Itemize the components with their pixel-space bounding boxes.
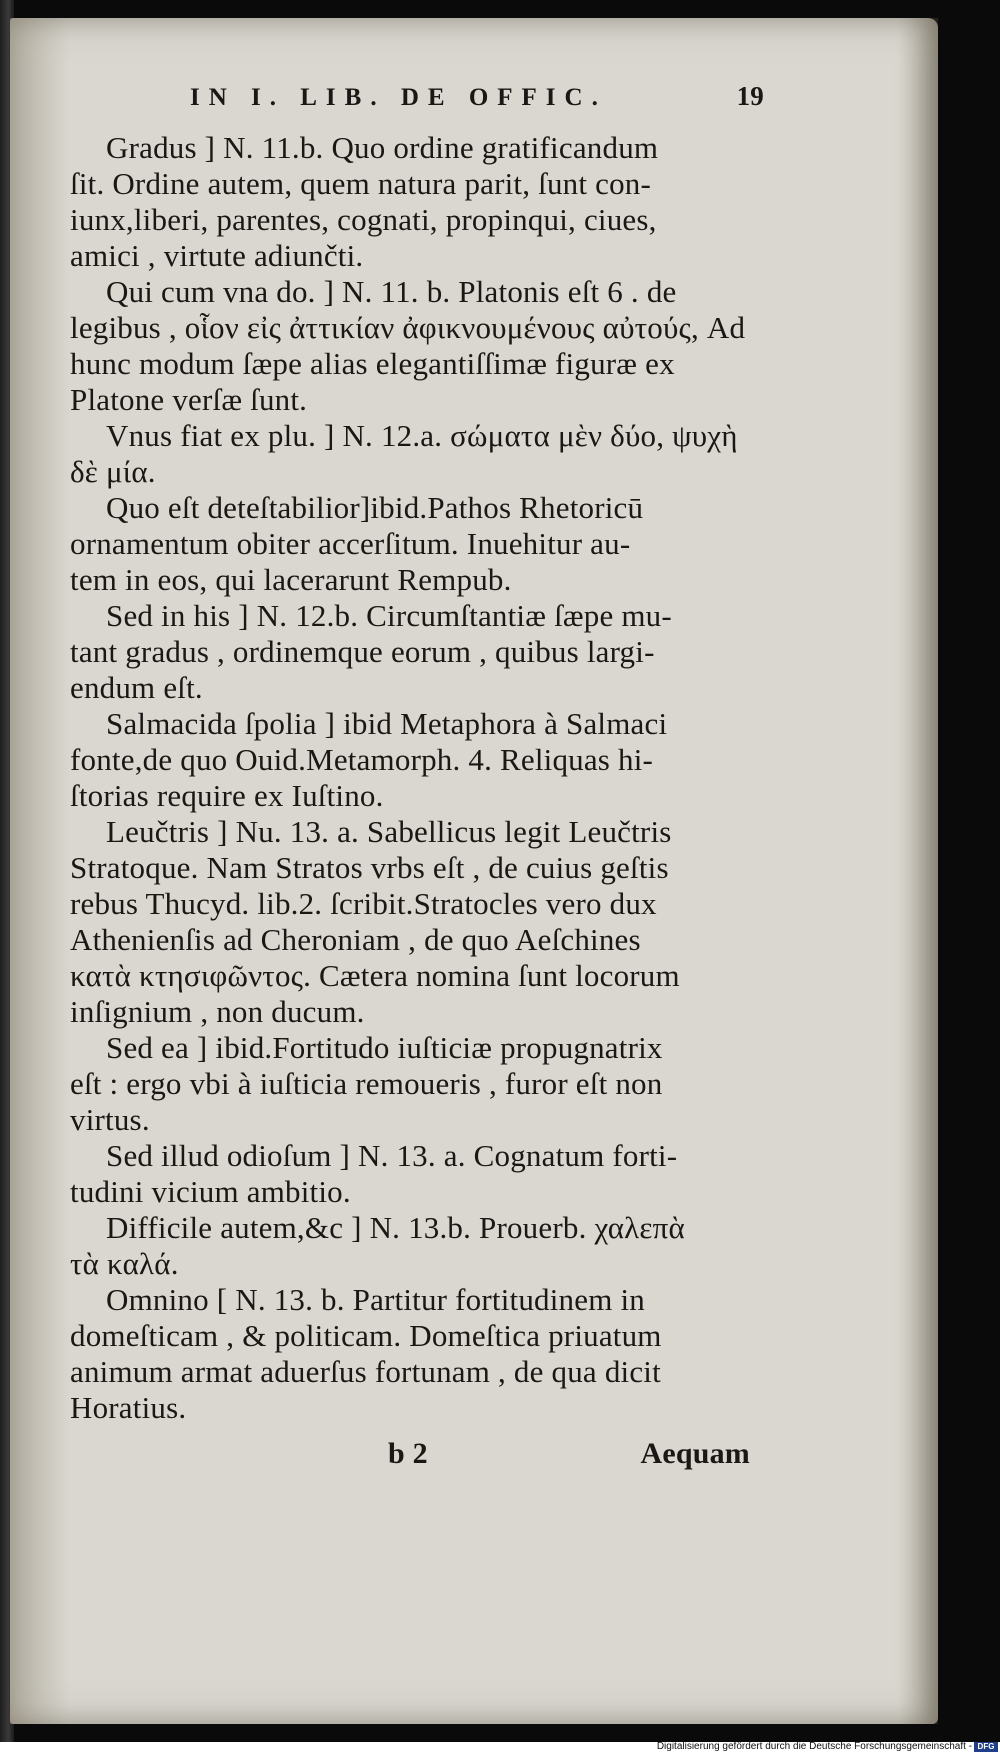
- paragraph: [70, 418, 770, 490]
- paragraph: [70, 490, 770, 598]
- text-line: rebus Thucyd. lib.2. ſcribit.Stratocles vero dux: [70, 886, 657, 921]
- dfg-logo: DFG: [974, 1742, 998, 1752]
- paragraph: [70, 706, 770, 814]
- text-line: Sed ea ] ibid.Fortitudo iuſticiæ propugnatrix: [106, 1030, 663, 1065]
- paragraph: [70, 814, 770, 1030]
- text-line: ſit. Ordine autem, quem natura parit, ſunt con-: [70, 166, 652, 201]
- text-line: tant gradus , ordinemque eorum , quibus largi-: [70, 634, 655, 669]
- text-line: Difficile autem,&c ] N. 13.b. Prouerb. χαλεπὰ: [106, 1210, 685, 1245]
- paragraph: [70, 598, 770, 706]
- text-line: amici , virtute adiunčti.: [70, 238, 364, 273]
- text-line: tudini vicium ambitio.: [70, 1174, 351, 1209]
- catchword: Aequam: [640, 1437, 750, 1470]
- text-line: virtus.: [70, 1102, 150, 1137]
- body-text: [70, 130, 770, 1426]
- paragraph: [70, 1138, 770, 1210]
- running-head-title: IN I. LIB. DE OFFIC.: [190, 84, 607, 111]
- text-line: Qui cum vna do. ] N. 11. b. Platonis eſt 6 . de: [106, 274, 677, 309]
- text-line: Quo eſt deteſtabilior]ibid.Pathos Rhetoricū: [106, 490, 644, 525]
- text-line: ſtorias require ex Iuſtino.: [70, 778, 384, 813]
- text-line: Sed illud odioſum ] N. 13. a. Cognatum forti-: [106, 1138, 678, 1173]
- text-line: κατὰ κτησιφῶντος. Cætera nomina ſunt locorum: [70, 958, 680, 993]
- footer-credit: Digitalisierung gefördert durch die Deutsche Forschungsgemeinschaft -: [656, 1741, 972, 1752]
- text-line: animum armat aduerſus fortunam , de qua dicit: [70, 1354, 661, 1389]
- page-number: 19: [736, 81, 764, 111]
- text-line: Stratoque. Nam Stratos vrbs eſt , de cuius geſtis: [70, 850, 669, 885]
- text-line: eſt : ergo vbi à iuſticia remoueris , furor eſt non: [70, 1066, 663, 1101]
- paragraph: [70, 274, 770, 418]
- text-line: tem in eos, qui lacerarunt Rempub.: [70, 562, 512, 597]
- text-line: Vnus fiat ex plu. ] N. 12.a. σώματα μὲν δύο, ψυχὴ: [106, 418, 738, 453]
- text-line: Horatius.: [70, 1390, 187, 1425]
- book-page: [10, 18, 938, 1724]
- text-line: fonte,de quo Ouid.Metamorph. 4. Reliquas hi-: [70, 742, 654, 777]
- text-line: Gradus ] N. 11.b. Quo ordine gratificandum: [106, 130, 659, 165]
- text-line: δὲ μία.: [70, 454, 156, 489]
- paragraph: [70, 1210, 770, 1282]
- text-line: Leučtris ] Nu. 13. a. Sabellicus legit Leučtris: [106, 814, 672, 849]
- text-block: [70, 78, 770, 1480]
- signature-mark: b 2: [388, 1437, 428, 1470]
- catch-row: [70, 1436, 770, 1480]
- text-line: inſignium , non ducum.: [70, 994, 365, 1029]
- text-line: τὰ καλά.: [70, 1246, 179, 1281]
- text-line: hunc modum ſæpe alias elegantiſſimæ figuræ ex: [70, 346, 675, 381]
- text-line: Salmacida ſpolia ] ibid Metaphora à Salmaci: [106, 706, 668, 741]
- text-line: ornamentum obiter accerſitum. Inuehitur au-: [70, 526, 631, 561]
- paragraph: [70, 1282, 770, 1426]
- paragraph: [70, 1030, 770, 1138]
- text-line: Platone verſæ ſunt.: [70, 382, 308, 417]
- text-line: legibus , οἷον εἰς ἀττικίαν ἀφικνουμένους αὐτούς, Ad: [70, 310, 746, 345]
- text-line: domeſticam , & politicam. Domeſtica priuatum: [70, 1318, 662, 1353]
- text-line: Athenienſis ad Cheroniam , de quo Aeſchines: [70, 922, 641, 957]
- text-line: Sed in his ] N. 12.b. Circumſtantiæ ſæpe mu-: [106, 598, 672, 633]
- running-head: [70, 78, 770, 120]
- paragraph: [70, 130, 770, 274]
- text-line: endum eſt.: [70, 670, 203, 705]
- text-line: iunx,liberi, parentes, cognati, propinqui, ciues,: [70, 202, 657, 237]
- text-line: Omnino [ N. 13. b. Partitur fortitudinem in: [106, 1282, 645, 1317]
